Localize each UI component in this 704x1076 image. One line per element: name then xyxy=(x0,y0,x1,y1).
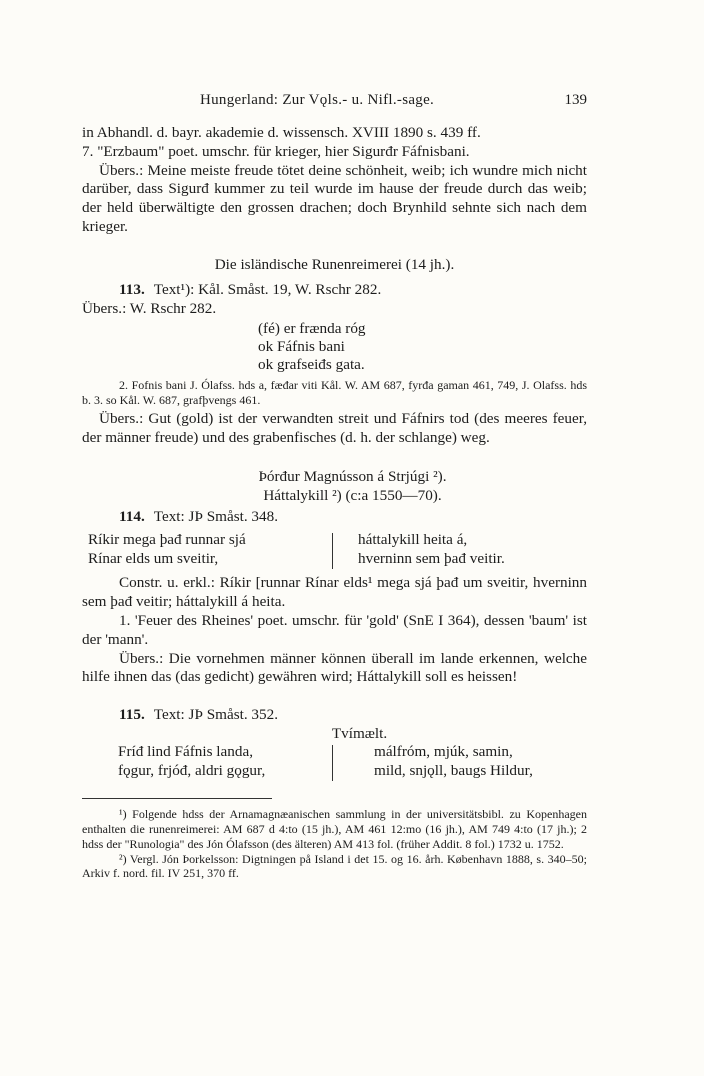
verse-114-right-2: hverninn sem þađ veitir. xyxy=(358,549,505,567)
translation-114: Übers.: Die vornehmen männer können überall im lande erkennen, welche hilfe ihnen das (das gedicht) gewähren wird; Háttalykill soll es heissen! xyxy=(82,649,587,686)
running-head xyxy=(82,92,587,114)
section-113-text xyxy=(82,280,587,299)
book-page xyxy=(82,92,587,881)
section-113-number: 113. xyxy=(119,280,145,298)
verse-115-right xyxy=(374,743,533,780)
section-114-text xyxy=(82,507,587,526)
section-114-text-line: Text: JÞ Småst. 348. xyxy=(153,508,278,526)
verse-114-right-1: háttalykill heita á, xyxy=(358,531,468,549)
verse-114-left-2: Rínar elds um sveitir, xyxy=(88,549,219,567)
section-113-text-line: Text¹): Kål. Småst. 19, W. Rschr 282. xyxy=(153,280,382,298)
variants-113: 2. Fofnis bani J. Ólafss. hds a, fæđar viti Kål. W. AM 687, fyrđa gaman 461, 749, J. Olafss. hds b. 3. so Kål. W. 687, grafþvengs 461. xyxy=(82,377,587,407)
section-113-uebers-line: Übers.: W. Rschr 282. xyxy=(82,299,217,317)
verse-114-left-1: Ríkir mega þađ runnar sjá xyxy=(88,531,246,549)
intro-translation: Übers.: Meine meiste freude tötet deine schönheit, weib; ich wundre mich nicht darüber, dass Sigurđ kummer zu teil wurde im hause der freude durch das weib; der held überwältigte den grossen drachen; doch Brynhild sehnte sich nach dem krieger. xyxy=(82,161,587,235)
page-number: 139 xyxy=(564,92,587,108)
verse-113-line-3: ok grafseiđs gata. xyxy=(258,355,365,373)
translation-113: Übers.: Gut (gold) ist der verwandten streit und Fáfnirs tod (des meeres feuer, der männer freude) und des grabenfisches (d. h. der schlange) weg. xyxy=(82,409,587,446)
running-head-title: Hungerland: Zur Vǫls.- u. Nifl.-sage. xyxy=(200,92,435,108)
verse-115-left-1: Fríđ lind Fáfnis landa, xyxy=(118,743,253,761)
verse-114-divider xyxy=(332,533,333,569)
construction-114: Constr. u. erkl.: Ríkir [runnar Rínar elds¹ mega sjá þađ um sveitir, hverninn sem þađ veitir; háttalykill á heita. xyxy=(82,574,587,611)
verse-113-line-2: ok Fáfnis bani xyxy=(258,337,345,355)
verse-114-right xyxy=(358,531,505,568)
verse-115 xyxy=(82,743,587,780)
note-114-1: 1. 'Feuer des Rheines' poet. umschr. für 'gold' (SnE I 364), dessen 'baum' ist der 'mann'. xyxy=(82,611,587,648)
intro-line-2: 7. "Erzbaum" poet. umschr. für krieger, hier Sigurđr Fáfnisbani. xyxy=(82,142,470,160)
verse-115-right-1: málfróm, mjúk, samin, xyxy=(374,743,513,761)
footnote-1: ¹) Folgende hdss der Arnamagnæanischen sammlung in der universitätsbibl. zu Kopenhagen enthalten die runenreimerei: AM 687 d 4:to (15 jh.), AM 461 12:mo (16 jh.), AM 749 4:to (17 jh.); 2 hdss der "Runologia" des Jón Ólafsson (des älteren) AM 413 fol. (früher Addit. 8 fol.) 1732 u. 1752. xyxy=(82,807,587,851)
footnote-2: ²) Vergl. Jón Þorkelsson: Digtningen på Island i det 15. og 16. årh. København 1888, s. 340–50; Arkiv f. nord. fil. IV 251, 370 ff. xyxy=(82,851,587,881)
section-114-number: 114. xyxy=(119,508,145,526)
section-heading-hattalykill: Háttalykill ²) (c:a 1550—70). xyxy=(263,487,442,505)
verse-113-line-1: (fé) er frænda róg xyxy=(258,319,366,337)
section-115-text xyxy=(82,705,587,724)
verse-115-left-2: fǫgur, frjóđ, aldri gǫgur, xyxy=(118,761,266,779)
section-heading-thordur: Þórđur Magnússon á Strjúgi ²). xyxy=(258,468,447,486)
intro-line-1: in Abhandl. d. bayr. akademie d. wissensch. XVIII 1890 s. 439 ff. xyxy=(82,124,481,141)
verse-115-divider xyxy=(332,745,333,781)
verse-115-title: Tvímælt. xyxy=(331,725,388,743)
section-115-number: 115. xyxy=(119,706,145,724)
section-115-text-line: Text: JÞ Småst. 352. xyxy=(153,706,278,724)
verse-114 xyxy=(82,531,587,568)
section-heading-runenreimerei: Die isländische Runenreimerei (14 jh.). xyxy=(214,255,455,273)
verse-115-right-2: mild, snjǫll, baugs Hildur, xyxy=(374,761,533,779)
